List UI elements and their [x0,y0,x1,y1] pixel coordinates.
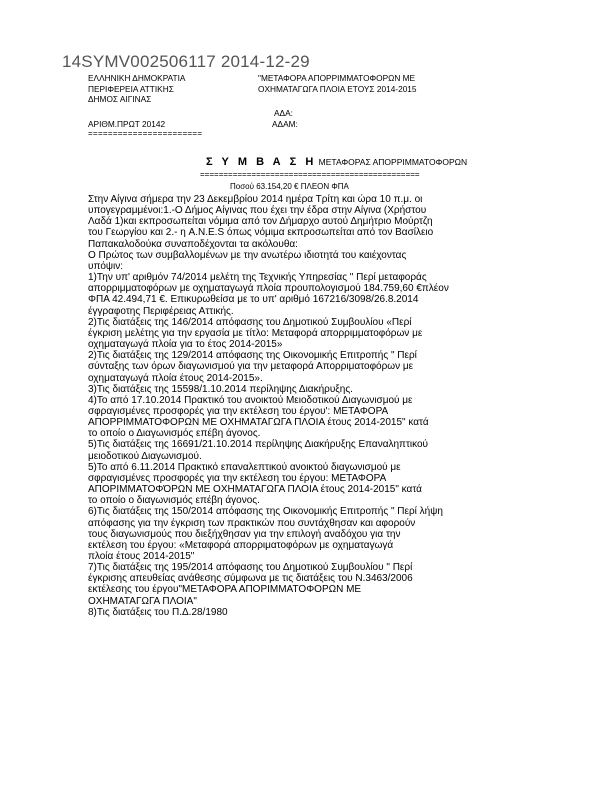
header-left-line: ΔΗΜΟΣ ΑΙΓΙΝΑΣ [88,94,152,104]
body-line: 7)Τις διατάξεις της 195/2014 απόφασης του Δημοτικού Συμβουλίου " Περί [88,562,413,574]
body-line: υπογεγραμμένοι:1.-Ο Δήμος Αίγινας που έχει την έδρα στην Αίγινα (Χρήστου [88,205,427,217]
title-separator: =============================================== [200,170,420,179]
header-separator: ======================= [88,129,203,138]
adam-label: ΑΔΑΜ: [272,119,298,129]
body-line: 4)Το από 17.10.2014 Πρακτικό του ανοικτού Μειοδοτικού Διαγωνισμού με [88,394,413,406]
body-line: οχηματαγωγά πλοία έτους 2014-2015». [88,372,263,384]
body-line: έγγραφοτης Περιφέρειας Αττικής. [88,305,234,317]
body-line: απόφασης για την έγκριση των πρακτικών που συντάχθησαν και αφορούν [88,517,416,529]
body-line: εκτέλεσης του έργου"ΜΕΤΑΦΟΡΑ ΑΠΟΡΙΜΜΑΤΟΦΟΡΩΝ ΜΕ [88,584,362,596]
body-line: 1)Την υπ' αριθμόν 74/2014 μελέτη της Τεχνικής Υπηρεσίας " Περί μεταφοράς [88,272,427,284]
body-line: 5)Το από 6.11.2014 Πρακτικό επαναλεπτικού ανοικτού διαγωνισμού με [88,461,401,473]
header-right-line: "ΜΕΤΑΦΟΡΑ ΑΠΟΡΡΙΜΜΑΤΟΦΟΡΩΝ ΜΕ [258,73,416,83]
body-line: 2)Τις διατάξεις της 129/2014 απόφασης της Οικονομικής Επιτροπής " Περί [88,350,417,362]
body-line: Ο Πρώτος των συμβαλλομένων με την ανωτέρω ιδιοτητά του καιέχοντας [88,249,407,261]
body-line: 6)Τις διατάξεις της 150/2014 απόφασης της Οικονομικής Επιτροπής " Περί λήψη [88,506,443,518]
header-left-line: ΠΕΡΙΦΕΡΕΙΑ ΑΤΤΙΚΗΣ [88,83,174,94]
body-line: έγκριση μελέτης για την εργασία με τίτλο: Μεταφορά απορριμματοφόρων με [88,327,423,339]
header-right [258,73,417,94]
body-line: πλοία έτους 2014-2015" [88,551,195,562]
document-title [206,156,467,168]
body-line: εκτέλεση του έργου: «Μεταφορά απορριματοφόρων με οχηματαγωγά [88,539,394,551]
body-line: απορριμματοφόρων με οχηματαγωγά πλοία προυπολογισμού 184.759,60 €πλέον [88,283,449,295]
body-line: ΑΠΟΡΡΙΜΜΑΤΟΦΟΡΩΝ ΜΕ ΟΧΗΜΑΤΑΓΩΓΑ ΠΛΟΙΑ έτους 2014-2015" κατά [88,417,429,429]
document-stamp: 14SYMV002506117 2014-12-29 [62,52,310,71]
amount-line: Ποσού 63.154,20 € ΠΛΕΟΝ ΦΠΑ [230,182,349,191]
body-line: Λαδά 1)και εκπροσωπείται νόμιμα από τον Δήμαρχο αυτού Δημήτριο Μούρτζη [88,216,433,228]
body-line: το οποίο ο διαγωνισμός επέβη άγονος. [88,495,260,507]
contract-body [88,194,590,618]
body-line: 3)Τις διατάξεις της 15598/1.10.2014 περίληψης Διακήρυξης. [88,383,353,395]
body-line: 5)Τις διατάξεις της 16691/21.10.2014 περίληψης Διακήρυξης Επαναληπτικού [88,439,429,451]
header-right-line: ΟΧΗΜΑΤΑΓΩΓΑ ΠΛΟΙΑ ΕΤΟΥΣ 2014-2015 [258,83,417,94]
body-line: σύνταξης των όρων διαγωνισμού για την μεταφορά Απορριματοφόρων με [88,361,414,373]
body-line: οχηματαγωγά πλοία για το έτος 2014-2015» [88,339,283,351]
body-line: τους διαγωνισμούς που διεξήχθησαν για την επιλογή αναδόχου για την [88,528,401,540]
body-line: σφραγισμένες προσφορές για την εκτέλεση του έργου': ΜΕΤΑΦΟΡΑ [88,405,389,417]
body-line: 2)Τις διατάξεις της 146/2014 απόφασης του Δημοτικού Συμβουλίου «Περί [88,316,412,328]
body-line: υπόψιν: [88,260,124,272]
body-line: το οποίο ο Διαγωνισμός επέβη άγονος. [88,428,261,440]
title-sub: ΜΕΤΑΦΟΡΑΣ ΑΠΟΡΡΙΜΜΑΤΟΦΟΡΩΝ [318,157,468,167]
body-line: Στην Αίγινα σήμερα την 23 Δεκεμβρίου 2014 ημέρα Τρίτη και ώρα 10 π.μ. οι [88,194,423,205]
body-line: 8)Τις διατάξεις του Π.Δ.28/1980 [88,606,228,618]
title-main: Σ Υ Μ Β Α Σ Η [206,156,317,168]
body-line: μειοδοτικού Διαγωνισμού. [88,450,202,462]
body-line: ΦΠΑ 42.494,71 €. Επικυρωθείσα με το υπ' αριθμό 167216/3098/26.8.2014 [88,294,419,306]
protocol-number: ΑΡΙΘΜ.ΠΡΩΤ 20142 [88,119,166,129]
body-line: ΑΠΟΡΙΜΜΑΤΟΦΌΡΩΝ ΜΕ ΟΧΗΜΑΤΑΓΩΓΑ ΠΛΟΙΑ έτους 2014-2015" κατά [88,484,422,496]
header-left [88,73,185,105]
header-left-line: ΕΛΛΗΝΙΚΗ ΔΗΜΟΚΡΑΤΙΑ [88,73,186,83]
body-line: έγκρισης απευθείας ανάθεσης σύμφωνα με τις διατάξεις του Ν.3463/2006 [88,573,413,585]
body-line: σφραγισμένες προσφορές για την εκτέλεση του έργου: ΜΕΤΑΦΟΡΑ [88,472,387,484]
body-line: του Γεωργίου και 2.- η A.N.E.S όπως νόμιμα εκπροσωπείται από τον Βασίλειο [88,227,434,239]
body-line: ΟΧΗΜΑΤΑΓΩΓΑ ΠΛΟΙΑ" [88,595,197,607]
body-line: Παπακαλοδούκα συναποδέχονται τα ακόλουθα: [88,238,298,250]
ada-label: ΑΔΑ: [274,108,293,118]
